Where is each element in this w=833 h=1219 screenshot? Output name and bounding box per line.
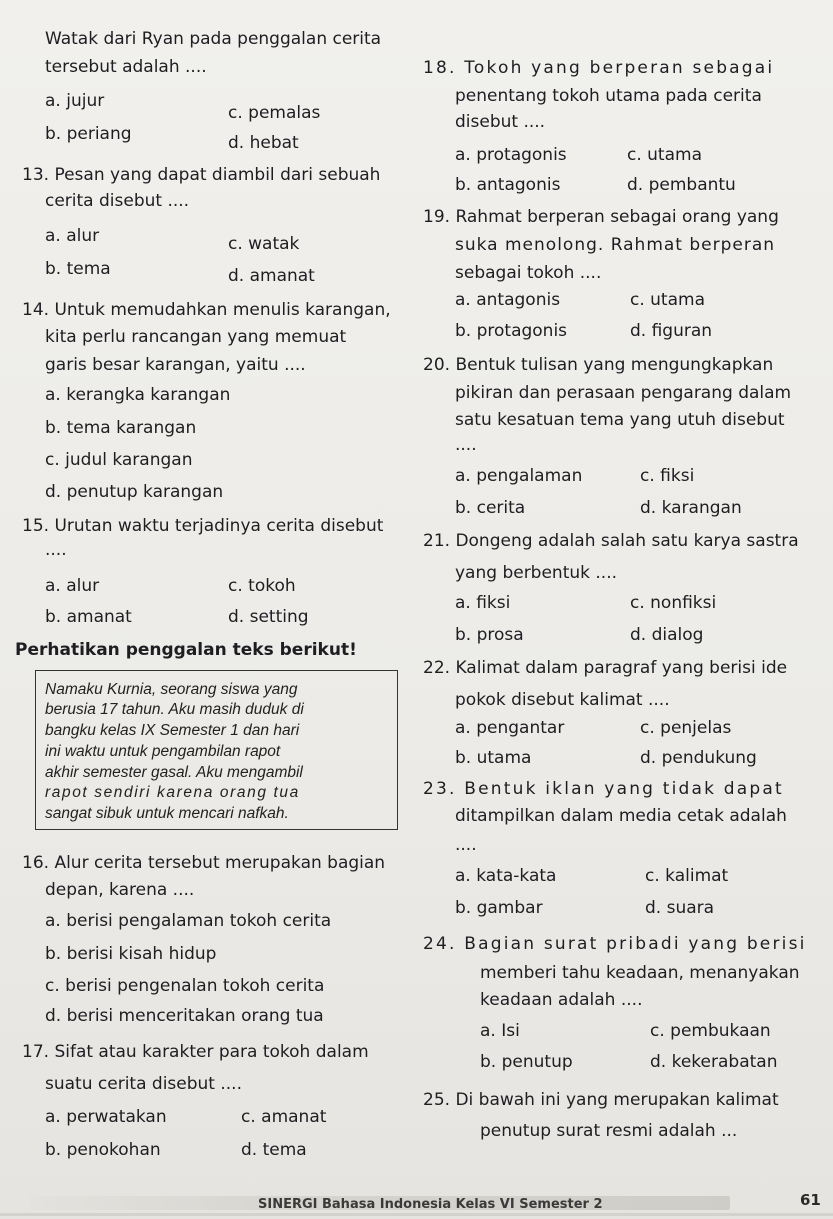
q14-option-c: c. judul karangan bbox=[45, 450, 193, 470]
q24-option-d: d. kekerabatan bbox=[650, 1052, 778, 1072]
q14-stem-line1: 14. Untuk memudahkan menulis karangan, bbox=[22, 300, 391, 320]
q17-stem-line1: 17. Sifat atau karakter para tokoh dalam bbox=[22, 1042, 369, 1062]
q20-option-b: b. cerita bbox=[455, 498, 526, 518]
q22-option-d: d. pendukung bbox=[640, 748, 757, 768]
q23-stem-line2: ditampilkan dalam media cetak adalah bbox=[455, 806, 787, 826]
story-line: sangat sibuk untuk mencari nafkah. bbox=[45, 805, 289, 822]
q14-option-a: a. kerangka karangan bbox=[45, 385, 231, 405]
q13-option-d: d. amanat bbox=[228, 266, 315, 286]
footer-rule bbox=[0, 1213, 833, 1216]
q15-option-a: a. alur bbox=[45, 576, 100, 596]
story-line: berusia 17 tahun. Aku masih duduk di bbox=[45, 701, 304, 718]
q21-option-a: a. fiksi bbox=[455, 593, 511, 613]
q24-option-b: b. penutup bbox=[480, 1052, 573, 1072]
q12-stem-line1: Watak dari Ryan pada penggalan cerita bbox=[45, 29, 382, 49]
q23-option-b: b. gambar bbox=[455, 898, 543, 918]
q25-stem-line2: penutup surat resmi adalah ... bbox=[480, 1121, 738, 1141]
q20-option-a: a. pengalaman bbox=[455, 466, 583, 486]
instruction-heading: Perhatikan penggalan teks berikut! bbox=[15, 640, 357, 660]
q17-option-b: b. penokohan bbox=[45, 1140, 161, 1160]
q22-stem-line2: pokok disebut kalimat .... bbox=[455, 690, 670, 710]
q15-stem-line1: 15. Urutan waktu terjadinya cerita disebut bbox=[22, 516, 384, 536]
q22-option-b: b. utama bbox=[455, 748, 532, 768]
q19-stem-line1: 19. Rahmat berperan sebagai orang yang bbox=[423, 207, 779, 227]
story-line: bangku kelas IX Semester 1 dan hari bbox=[45, 722, 300, 739]
q21-option-b: b. prosa bbox=[455, 625, 524, 645]
q15-option-b: b. amanat bbox=[45, 607, 132, 627]
story-line: akhir semester gasal. Aku mengambil bbox=[45, 764, 303, 781]
q23-option-c: c. kalimat bbox=[645, 866, 729, 886]
q23-stem-line3: .... bbox=[455, 835, 477, 855]
q14-option-d: d. penutup karangan bbox=[45, 482, 224, 502]
q21-stem-line2: yang berbentuk .... bbox=[455, 563, 618, 583]
q18-option-d: d. pembantu bbox=[627, 175, 736, 195]
q17-option-c: c. amanat bbox=[241, 1107, 327, 1127]
q19-option-d: d. figuran bbox=[630, 321, 713, 341]
q23-stem-line1: 23. Bentuk iklan yang tidak dapat bbox=[423, 779, 784, 799]
q18-option-a: a. protagonis bbox=[455, 145, 567, 165]
q22-stem-line1: 22. Kalimat dalam paragraf yang berisi ide bbox=[423, 658, 788, 678]
q12-option-c: c. pemalas bbox=[228, 103, 321, 123]
q23-option-a: a. kata-kata bbox=[455, 866, 557, 886]
q16-option-a: a. berisi pengalaman tokoh cerita bbox=[45, 911, 332, 931]
q24-option-a: a. Isi bbox=[480, 1021, 520, 1041]
q18-stem-line3: disebut .... bbox=[455, 112, 546, 132]
q19-option-c: c. utama bbox=[630, 290, 705, 310]
q17-stem-line2: suatu cerita disebut .... bbox=[45, 1074, 242, 1094]
story-line: rapot sendiri karena orang tua bbox=[45, 784, 300, 801]
footer-book-title: SINERGI Bahasa Indonesia Kelas VI Semester 2 bbox=[258, 1197, 603, 1212]
page-number: 61 bbox=[800, 1191, 821, 1209]
q18-option-b: b. antagonis bbox=[455, 175, 561, 195]
q15-option-d: d. setting bbox=[228, 607, 309, 627]
q19-option-a: a. antagonis bbox=[455, 290, 561, 310]
q13-option-c: c. watak bbox=[228, 234, 300, 254]
q18-stem-line1: 18. Tokoh yang berperan sebagai bbox=[423, 58, 775, 78]
q13-stem-line1: 13. Pesan yang dapat diambil dari sebuah bbox=[22, 165, 381, 185]
q25-stem-line1: 25. Di bawah ini yang merupakan kalimat bbox=[423, 1090, 779, 1110]
q14-stem-line3: garis besar karangan, yaitu .... bbox=[45, 355, 306, 375]
q17-option-d: d. tema bbox=[241, 1140, 307, 1160]
q20-stem-line4: .... bbox=[455, 435, 477, 455]
q12-option-a: a. jujur bbox=[45, 91, 105, 111]
q20-stem-line1: 20. Bentuk tulisan yang mengungkapkan bbox=[423, 355, 774, 375]
q13-stem-line2: cerita disebut .... bbox=[45, 191, 190, 211]
q18-option-c: c. utama bbox=[627, 145, 702, 165]
q16-stem-line1: 16. Alur cerita tersebut merupakan bagian bbox=[22, 853, 386, 873]
story-line: Namaku Kurnia, seorang siswa yang bbox=[45, 681, 298, 698]
q18-stem-line2: penentang tokoh utama pada cerita bbox=[455, 86, 762, 106]
q20-option-d: d. karangan bbox=[640, 498, 742, 518]
q19-stem-line2: suka menolong. Rahmat berperan bbox=[455, 235, 776, 255]
q23-option-d: d. suara bbox=[645, 898, 715, 918]
q13-option-a: a. alur bbox=[45, 226, 100, 246]
q16-option-b: b. berisi kisah hidup bbox=[45, 944, 217, 964]
q22-option-c: c. penjelas bbox=[640, 718, 732, 738]
q14-option-b: b. tema karangan bbox=[45, 418, 197, 438]
q24-option-c: c. pembukaan bbox=[650, 1021, 771, 1041]
q14-stem-line2: kita perlu rancangan yang memuat bbox=[45, 327, 347, 347]
q19-option-b: b. protagonis bbox=[455, 321, 568, 341]
q16-option-c: c. berisi pengenalan tokoh cerita bbox=[45, 976, 325, 996]
q15-option-c: c. tokoh bbox=[228, 576, 296, 596]
q20-stem-line2: pikiran dan perasaan pengarang dalam bbox=[455, 383, 792, 403]
q15-stem-line2: .... bbox=[45, 540, 67, 560]
q24-stem-line2: memberi tahu keadaan, menanyakan bbox=[480, 963, 800, 983]
q17-option-a: a. perwatakan bbox=[45, 1107, 167, 1127]
q16-stem-line2: depan, karena .... bbox=[45, 880, 195, 900]
q22-option-a: a. pengantar bbox=[455, 718, 565, 738]
q13-option-b: b. tema bbox=[45, 259, 111, 279]
q24-stem-line1: 24. Bagian surat pribadi yang berisi bbox=[423, 934, 807, 954]
q21-option-c: c. nonfiksi bbox=[630, 593, 717, 613]
q24-stem-line3: keadaan adalah .... bbox=[480, 990, 643, 1010]
q12-stem-line2: tersebut adalah .... bbox=[45, 57, 207, 77]
story-line: ini waktu untuk pengambilan rapot bbox=[45, 743, 281, 760]
q12-option-d: d. hebat bbox=[228, 133, 299, 153]
q21-option-d: d. dialog bbox=[630, 625, 704, 645]
q16-option-d: d. berisi menceritakan orang tua bbox=[45, 1006, 324, 1026]
q21-stem-line1: 21. Dongeng adalah salah satu karya sastra bbox=[423, 531, 799, 551]
q19-stem-line3: sebagai tokoh .... bbox=[455, 263, 602, 283]
q20-stem-line3: satu kesatuan tema yang utuh disebut bbox=[455, 410, 785, 430]
q20-option-c: c. fiksi bbox=[640, 466, 695, 486]
q12-option-b: b. periang bbox=[45, 124, 132, 144]
